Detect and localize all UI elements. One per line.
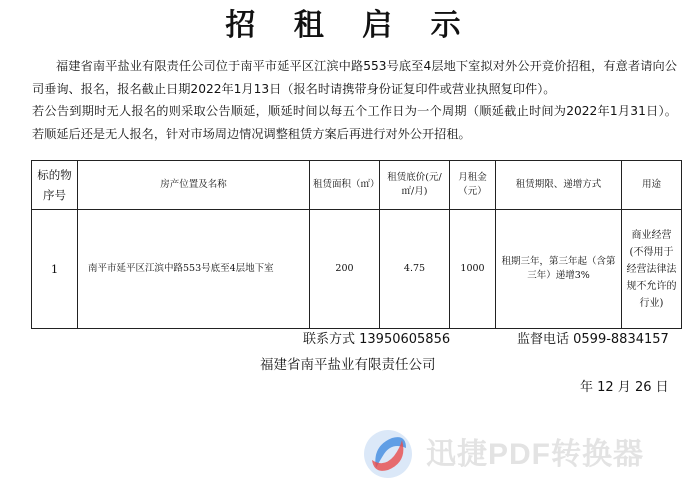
cell-term: 租期三年，第三年起（含第三年）递增3% bbox=[496, 210, 622, 329]
header-area: 租赁面积（㎡） bbox=[310, 161, 380, 210]
notice-paragraph-2: 若公告到期时无人报名的则采取公告顺延，顺延时间以每五个工作日为一个周期（顺延截止时间为2022年1月31日）。若顺延后还是无人报名，针对市场周边情况调整租赁方案后再进行对外公开招租。 bbox=[32, 104, 677, 141]
header-location: 房产位置及名称 bbox=[78, 161, 310, 210]
cell-price: 4.75 bbox=[380, 210, 450, 329]
xunjie-pdf-logo-icon bbox=[362, 428, 414, 480]
rental-table bbox=[31, 160, 682, 329]
header-id: 标的物序号 bbox=[32, 161, 78, 210]
header-price: 租赁底价(元/㎡/月) bbox=[380, 161, 450, 210]
contact-info: 联系方式 13950605856 bbox=[303, 332, 451, 347]
issue-date: 年 12 月 26 日 bbox=[580, 380, 669, 395]
table-header-row bbox=[32, 161, 682, 210]
cell-id: 1 bbox=[32, 210, 78, 329]
header-usage: 用途 bbox=[622, 161, 682, 210]
page-title: 招 租 启 示 bbox=[225, 8, 475, 43]
cell-usage: 商业经营(不得用于经营法律法规不允许的行业) bbox=[622, 210, 682, 329]
cell-area: 200 bbox=[310, 210, 380, 329]
header-term: 租赁期限、递增方式 bbox=[496, 161, 622, 210]
company-signature: 福建省南平盐业有限责任公司 bbox=[260, 357, 436, 373]
cell-location: 南平市延平区江滨中路553号底至4层地下室 bbox=[78, 210, 310, 329]
notice-paragraph-1: 福建省南平盐业有限责任公司位于南平市延平区江滨中路553号底至4层地下室拟对外公开竞价招租，有意者请向公司垂询、报名，报名截止日期2022年1月13日（报名时请携带身份证复印件或营业执照复印件）。 bbox=[32, 59, 677, 96]
supervision-phone: 监督电话 0599-8834157 bbox=[517, 332, 669, 347]
watermark-text: 迅捷PDF转换器 bbox=[426, 438, 644, 471]
cell-monthly: 1000 bbox=[450, 210, 496, 329]
header-monthly: 月租金（元） bbox=[450, 161, 496, 210]
table-row bbox=[32, 210, 682, 329]
